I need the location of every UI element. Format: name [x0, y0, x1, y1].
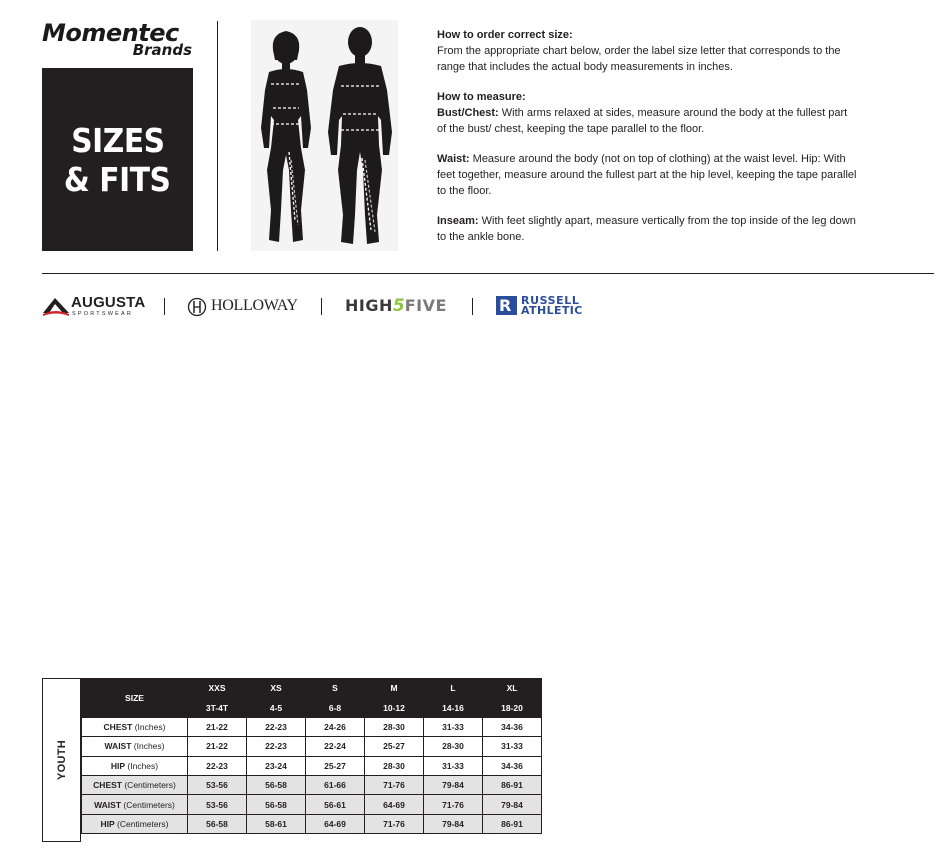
- table-row: [82, 737, 542, 756]
- bust-label: Bust/Chest:: [437, 107, 499, 119]
- augusta-sub: SPORTSWEAR: [72, 311, 134, 317]
- table-cell: 58-61: [247, 814, 306, 833]
- brand-logos-row: [42, 294, 602, 320]
- high-five-part1: HIGH: [345, 296, 393, 315]
- size-header: SIZE: [82, 679, 188, 718]
- table-cell: 22-23: [247, 717, 306, 736]
- table-cell: 86-91: [483, 814, 542, 833]
- table-cell: 22-24: [306, 737, 365, 756]
- bust-body: With arms relaxed at sides, measure around the body at the fullest part of the bust/ chest, keeping the tape parallel to the floor.: [437, 107, 848, 135]
- table-cell: 25-27: [306, 756, 365, 775]
- inseam-body: With feet slightly apart, measure vertically from the top inside of the leg down to the ankle bone.: [437, 215, 856, 243]
- augusta-mountain-icon: [42, 295, 70, 317]
- silhouette-illustration: [251, 20, 398, 251]
- order-body: From the appropriate chart below, order the label size letter that corresponds to the range that includes the actual body measurements in inches.: [437, 45, 841, 73]
- label-size-header: 6-8: [306, 698, 365, 717]
- horizontal-divider: [42, 273, 934, 274]
- youth-size-chart: [42, 678, 542, 843]
- youth-side-label-box: [42, 678, 81, 842]
- table-cell: 21-22: [188, 717, 247, 736]
- inseam-paragraph: [437, 213, 857, 245]
- holloway-name: HOLLOWAY: [211, 297, 298, 314]
- table-cell: 79-84: [483, 795, 542, 814]
- russell-athletic-logo: [496, 294, 596, 320]
- russell-line2: ATHLETIC: [521, 304, 583, 317]
- table-cell: 56-61: [306, 795, 365, 814]
- size-col-header: S: [306, 679, 365, 698]
- augusta-name: AUGUSTA: [71, 294, 146, 311]
- vertical-divider: [217, 21, 218, 251]
- table-cell: 71-76: [365, 814, 424, 833]
- waist-body: Measure around the body (not on top of clothing) at the waist level. Hip: With feet together, measure around the fullest part at the hip level, keeping the tape parallel to the floor.: [437, 153, 857, 197]
- russell-mark: R: [499, 296, 512, 315]
- size-col-header: XXS: [188, 679, 247, 698]
- bust-paragraph: [437, 105, 857, 137]
- table-cell: 22-23: [247, 737, 306, 756]
- table-cell: 34-36: [483, 717, 542, 736]
- table-cell: 22-23: [188, 756, 247, 775]
- table-cell: 71-76: [424, 795, 483, 814]
- momentec-brands-logo: [42, 20, 194, 60]
- row-label: CHEST (Inches): [82, 717, 188, 736]
- holloway-emblem-icon: [187, 297, 207, 317]
- youth-side-label: YOUTH: [55, 740, 68, 780]
- label-size-header: 18-20: [483, 698, 542, 717]
- inseam-label: Inseam:: [437, 215, 479, 227]
- high-five-5: 5: [392, 296, 405, 316]
- size-col-header: XS: [247, 679, 306, 698]
- high-five-part2: FIVE: [404, 296, 447, 315]
- high-five-logo: [345, 296, 455, 322]
- waist-label: Waist:: [437, 153, 470, 165]
- table-row: [82, 756, 542, 775]
- table-cell: 31-33: [424, 717, 483, 736]
- logo-main-text: Momentec: [42, 19, 179, 47]
- size-col-header: L: [424, 679, 483, 698]
- table-cell: 31-33: [483, 737, 542, 756]
- table-cell: 79-84: [424, 814, 483, 833]
- table-cell: 28-30: [365, 717, 424, 736]
- table-cell: 56-58: [247, 795, 306, 814]
- table-cell: 53-56: [188, 775, 247, 794]
- table-cell: 24-26: [306, 717, 365, 736]
- female-silhouette-icon: [261, 31, 311, 242]
- table-cell: 25-27: [365, 737, 424, 756]
- sizing-instructions: [437, 27, 857, 245]
- table-cell: 79-84: [424, 775, 483, 794]
- brand-separator: [321, 298, 322, 315]
- label-size-header: 14-16: [424, 698, 483, 717]
- table-cell: 28-30: [365, 756, 424, 775]
- table-cell: 86-91: [483, 775, 542, 794]
- male-silhouette-icon: [328, 27, 392, 244]
- table-cell: 56-58: [247, 775, 306, 794]
- augusta-sportswear-logo: [42, 294, 152, 320]
- label-size-header: 10-12: [365, 698, 424, 717]
- table-cell: 28-30: [424, 737, 483, 756]
- row-label: WAIST (Inches): [82, 737, 188, 756]
- table-cell: 64-69: [365, 795, 424, 814]
- size-table: [81, 678, 542, 834]
- sizes-fits-banner: [42, 68, 193, 251]
- table-cell: 71-76: [365, 775, 424, 794]
- sizes-fits-line2: & FITS: [64, 159, 171, 199]
- row-label: HIP (Inches): [82, 756, 188, 775]
- label-size-header: 4-5: [247, 698, 306, 717]
- waist-paragraph: [437, 151, 857, 199]
- table-cell: 23-24: [247, 756, 306, 775]
- russell-line1: RUSSELL: [521, 294, 580, 307]
- label-size-header: 3T-4T: [188, 698, 247, 717]
- row-label: CHEST (Centimeters): [82, 775, 188, 794]
- brand-separator: [472, 298, 473, 315]
- table-row: [82, 814, 542, 833]
- table-row: [82, 717, 542, 736]
- measure-title: How to measure:: [437, 91, 526, 103]
- russell-r-icon: [496, 296, 517, 315]
- table-cell: 31-33: [424, 756, 483, 775]
- logo-sub-text: Brands: [132, 41, 192, 59]
- table-cell: 21-22: [188, 737, 247, 756]
- sizes-fits-line1: SIZES: [70, 120, 165, 160]
- table-row: [82, 775, 542, 794]
- table-cell: 64-69: [306, 814, 365, 833]
- size-col-header: M: [365, 679, 424, 698]
- table-cell: 61-66: [306, 775, 365, 794]
- holloway-logo: [186, 294, 306, 320]
- table-row: [82, 795, 542, 814]
- row-label: HIP (Centimeters): [82, 814, 188, 833]
- table-cell: 56-58: [188, 814, 247, 833]
- body-measurement-figures: [251, 20, 398, 251]
- table-cell: 34-36: [483, 756, 542, 775]
- brand-separator: [164, 298, 165, 315]
- order-title: How to order correct size:: [437, 29, 573, 41]
- table-cell: 53-56: [188, 795, 247, 814]
- row-label: WAIST (Centimeters): [82, 795, 188, 814]
- size-col-header: XL: [483, 679, 542, 698]
